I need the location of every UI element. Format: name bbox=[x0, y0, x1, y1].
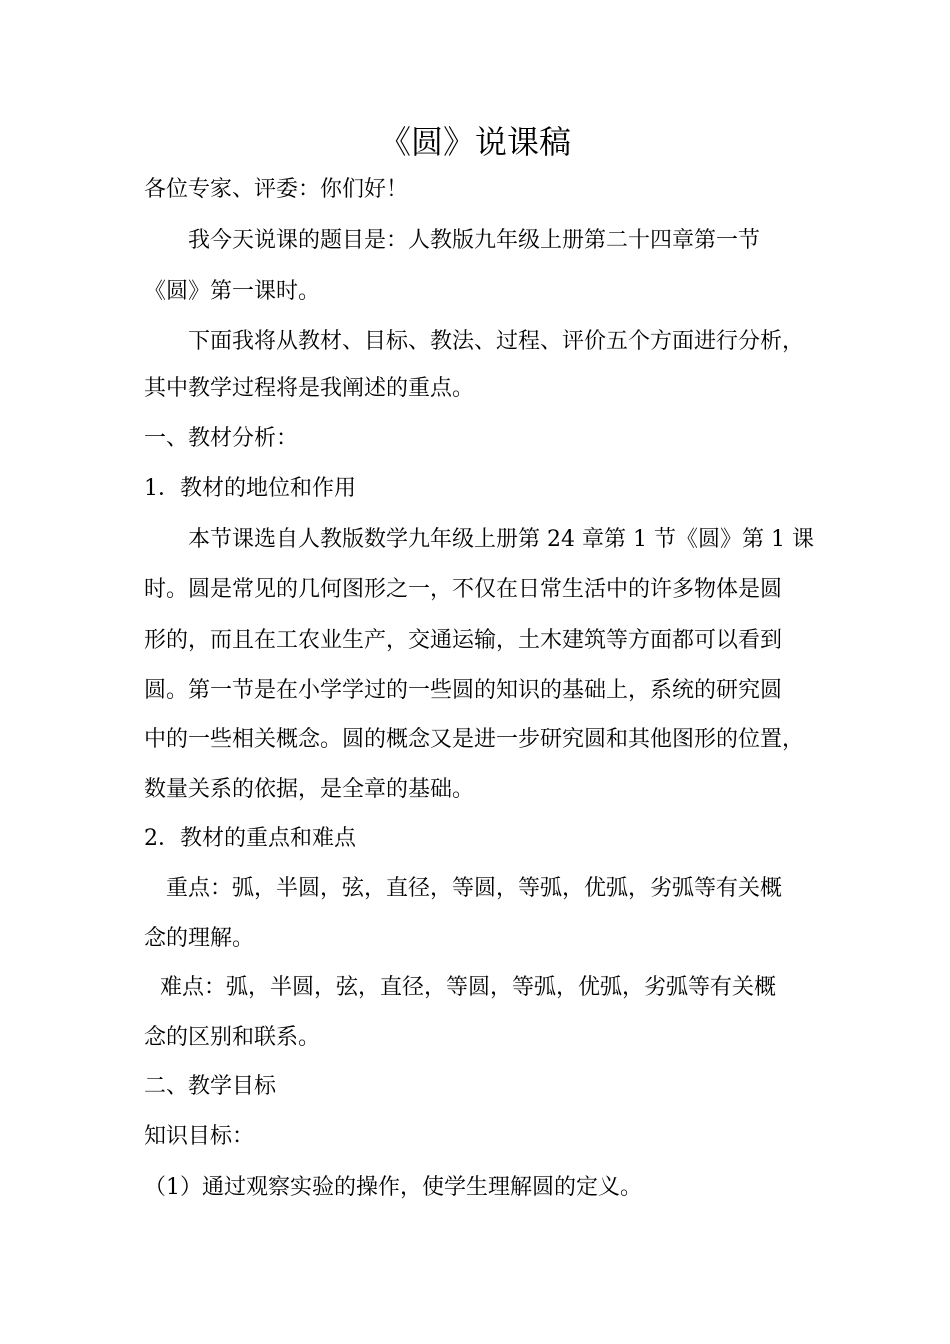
paragraph-line: 其中教学过程将是我阐述的重点。 bbox=[144, 376, 475, 401]
difficulty-line: 难点：弧，半圆，弦，直径，等圆，等弧，优弧，劣弧等有关概 bbox=[160, 975, 777, 1000]
subsection-heading: 1．教材的地位和作用 bbox=[144, 476, 356, 501]
paragraph-line: 《圆》第一课时。 bbox=[144, 279, 321, 304]
greeting-line: 各位专家、评委：你们好！ bbox=[144, 177, 409, 202]
section-heading: 二、教学目标 bbox=[144, 1074, 277, 1099]
key-point-line: 念的理解。 bbox=[144, 926, 255, 951]
subsection-heading: 知识目标： bbox=[144, 1124, 255, 1149]
paragraph-line: 数量关系的依据，是全章的基础。 bbox=[144, 777, 475, 802]
paragraph-line: 我今天说课的题目是：人教版九年级上册第二十四章第一节 bbox=[188, 228, 761, 253]
difficulty-line: 念的区别和联系。 bbox=[144, 1025, 321, 1050]
section-heading: 一、教材分析： bbox=[144, 426, 299, 451]
document-title: 《圆》说课稿 bbox=[378, 123, 571, 161]
key-point-line: 重点：弧，半圆，弦，直径，等圆，等弧，优弧，劣弧等有关概 bbox=[166, 876, 783, 901]
paragraph-line: 圆。第一节是在小学学过的一些圆的知识的基础上，系统的研究圆 bbox=[144, 678, 783, 703]
paragraph-line: 中的一些相关概念。圆的概念又是进一步研究圆和其他图形的位置， bbox=[144, 727, 805, 752]
paragraph-line: 下面我将从教材、目标、教法、过程、评价五个方面进行分析， bbox=[188, 329, 805, 354]
paragraph-line: 形的，而且在工农业生产，交通运输，土木建筑等方面都可以看到 bbox=[144, 628, 783, 653]
paragraph-line: 时。圆是常见的几何图形之一，不仅在日常生活中的许多物体是圆 bbox=[144, 577, 783, 602]
paragraph-line: 本节课选自人教版数学九年级上册第 24 章第 1 节《圆》第 1 课 bbox=[188, 527, 814, 552]
list-item: （1）通过观察实验的操作，使学生理解圆的定义。 bbox=[144, 1175, 642, 1200]
subsection-heading: 2．教材的重点和难点 bbox=[144, 826, 356, 851]
